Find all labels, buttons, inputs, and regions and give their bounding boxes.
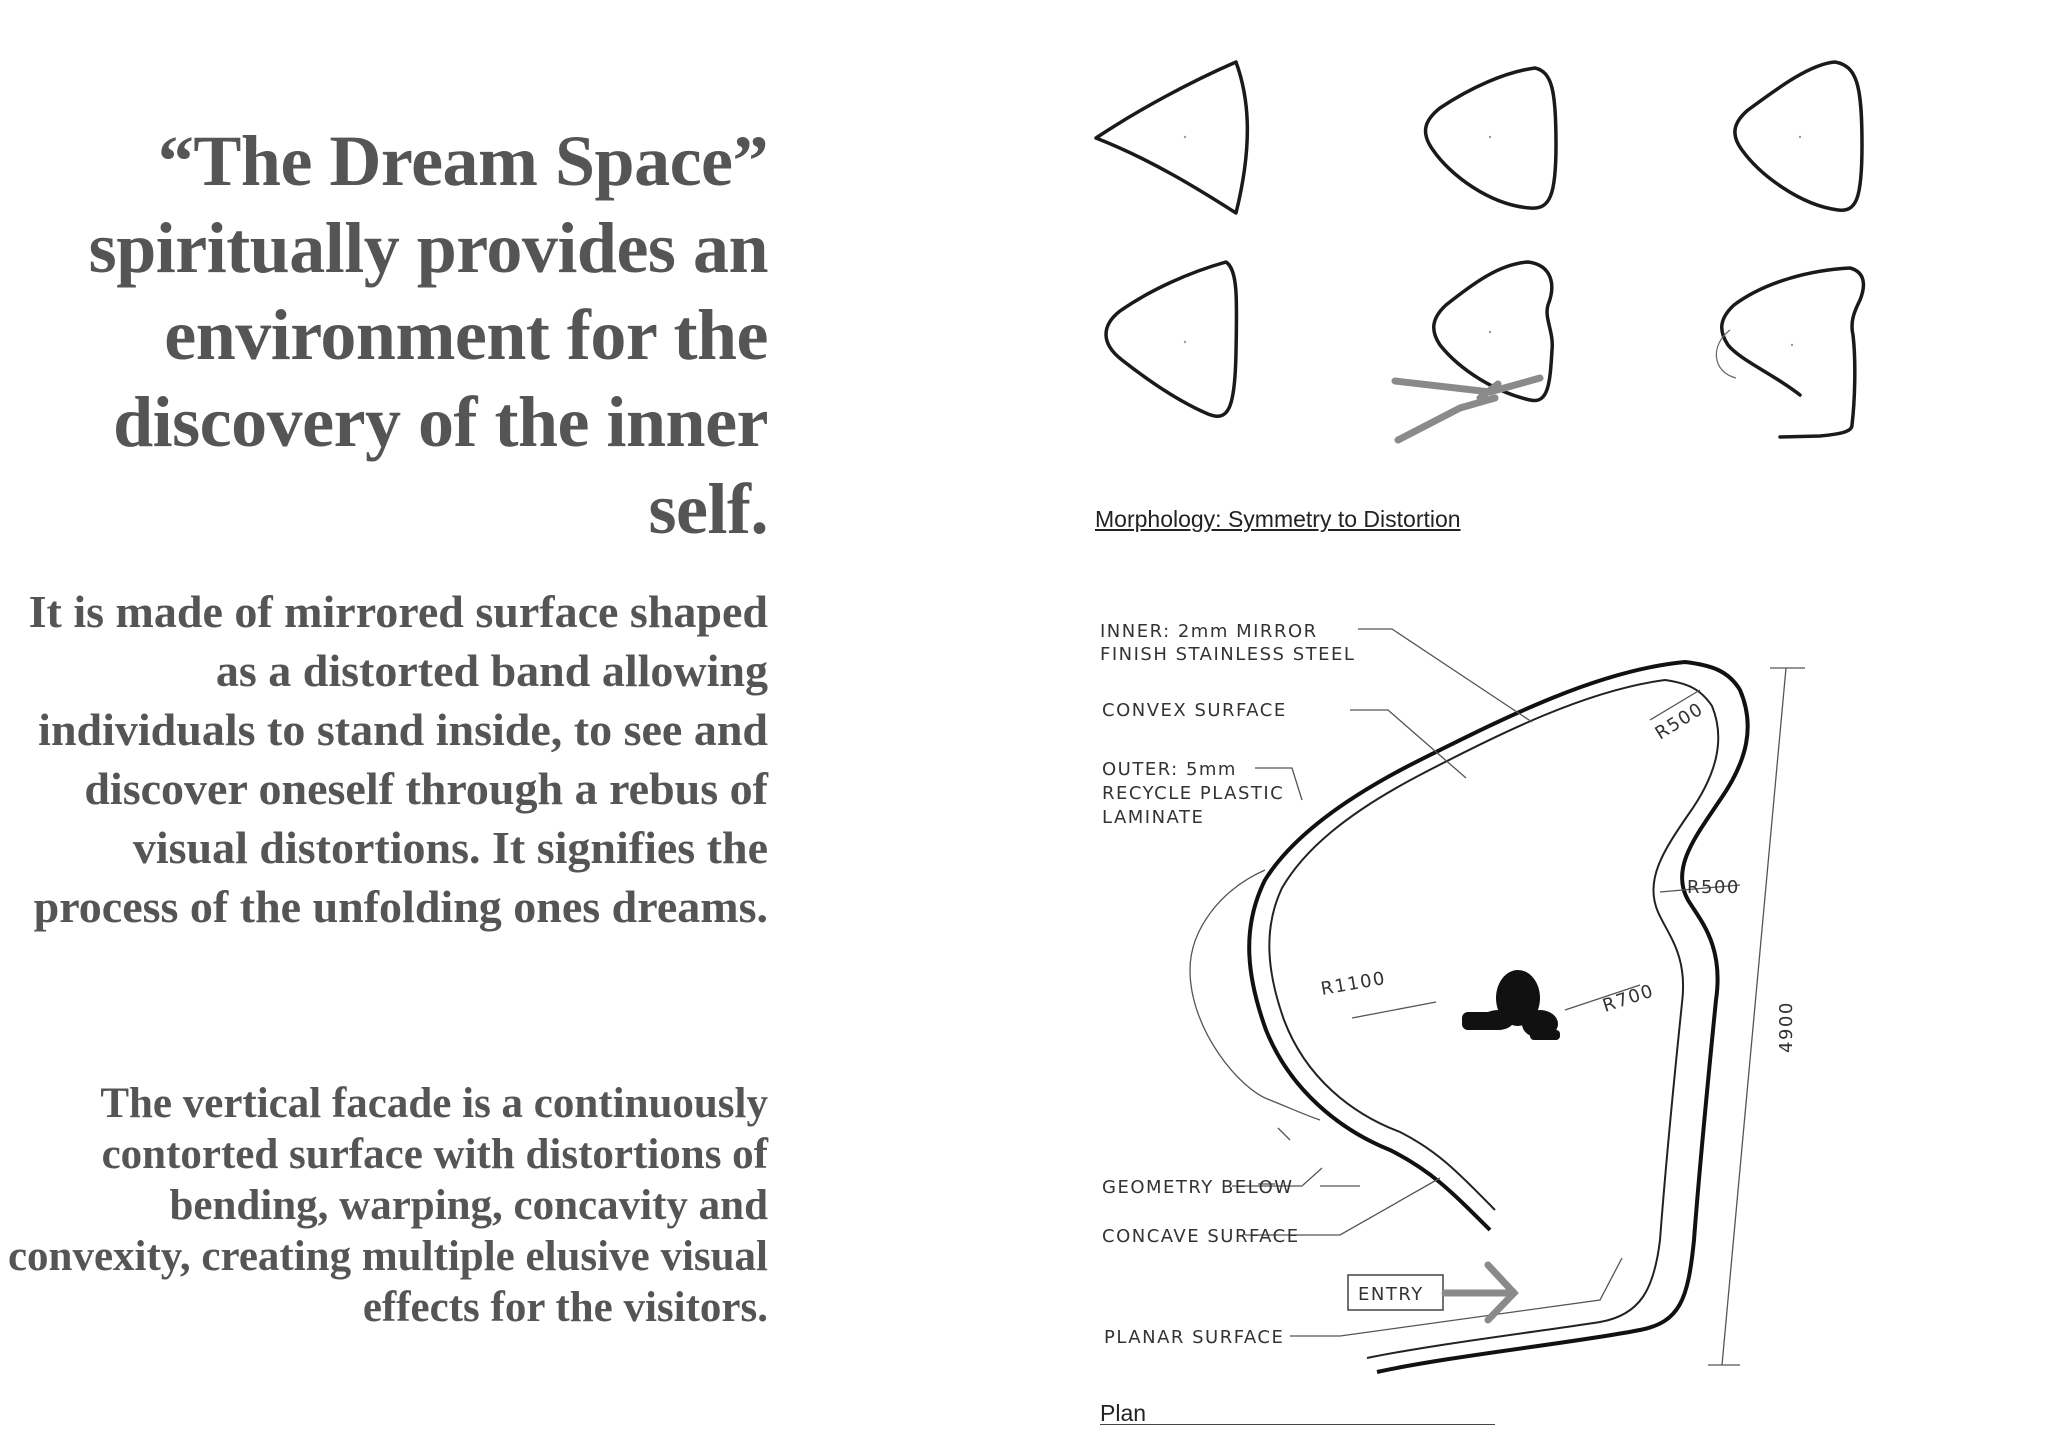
label-outer-2: RECYCLE PLASTIC — [1102, 783, 1285, 804]
dim-r500-top: R500 — [1651, 698, 1708, 745]
morph-shape-6 — [1722, 268, 1864, 437]
plan-caption-rule — [1100, 1424, 1495, 1425]
morph-ghost-arc — [1716, 330, 1736, 378]
description-paragraph-1: It is made of mirrored surface shaped as a distorted band allowing individuals to stand inside, to see and discover oneself through a rebus of visual distortions. It signifies the process of the unfolding ones dreams. — [28, 586, 768, 932]
morph-shape-2 — [1426, 68, 1556, 208]
morph-shape-1 — [1096, 62, 1247, 213]
morph-shape-3 — [1735, 62, 1862, 210]
label-planar: PLANAR SURFACE — [1104, 1327, 1285, 1348]
scissors-icon — [1395, 378, 1540, 440]
dim-4900: 4900 — [1776, 1001, 1797, 1053]
label-outer-3: LAMINATE — [1102, 807, 1205, 828]
label-geometry: GEOMETRY BELOW — [1102, 1177, 1294, 1198]
label-convex: CONVEX SURFACE — [1102, 700, 1287, 721]
morph-shape-4 — [1106, 262, 1237, 416]
drawing-svg — [1040, 0, 2048, 1448]
label-inner-1: INNER: 2mm MIRROR — [1100, 621, 1318, 642]
entry-arrow-icon — [1445, 1265, 1514, 1320]
dim-r700: R700 — [1600, 980, 1657, 1017]
label-outer-1: OUTER: 5mm — [1102, 759, 1237, 780]
label-entry: ENTRY — [1358, 1284, 1424, 1305]
headline: “The Dream Space” spiritually provides an environment for the discovery of the inner self. — [88, 121, 768, 549]
description-paragraph-2: The vertical facade is a continuously contorted surface with distortions of bending, warping, concavity and convexity, creating multiple elusive visual effects for the visitors. — [7, 1080, 768, 1331]
label-concave: CONCAVE SURFACE — [1102, 1226, 1300, 1247]
dim-r1100: R1100 — [1319, 967, 1388, 1000]
plan-caption: Plan — [1100, 1400, 1147, 1426]
plan-figure-icon — [1462, 970, 1560, 1040]
drawing-panel — [1040, 0, 2048, 1448]
plan-drawing — [1100, 621, 1805, 1372]
dim-r500-side: R500 — [1687, 877, 1740, 898]
morphology-caption: Morphology: Symmetry to Distortion — [1095, 506, 1461, 532]
label-inner-2: FINISH STAINLESS STEEL — [1100, 644, 1356, 665]
morph-center-dots — [1184, 136, 1801, 346]
